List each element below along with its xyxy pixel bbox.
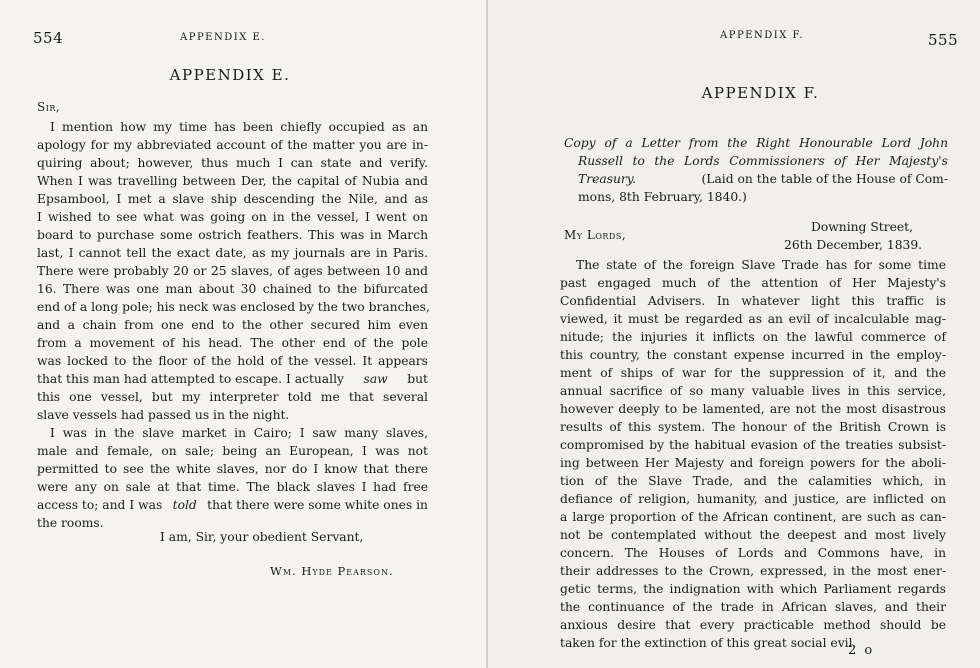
text-line: this country, the constant expense incurred in the employ-: [560, 348, 946, 362]
text-line: annual sacrifice of so many valuable lives in this service,: [560, 384, 946, 398]
text-line: the continuance of the trade in African slaves, and their: [560, 600, 946, 614]
text-line: 16. There was one man about 30 chained to the bifurcated: [37, 282, 428, 296]
text-line: compromised by the habitual evasion of the treaties subsist-: [560, 438, 946, 452]
text-line: I was in the slave market in Cairo; I saw many slaves,: [50, 426, 428, 440]
text-line: last, I cannot tell the exact date, as my journals are in Paris.: [37, 246, 428, 260]
page-number: 554: [33, 29, 64, 47]
text-line: taken for the extinction of this great social evil.: [560, 636, 857, 650]
address: Downing Street,: [811, 220, 913, 234]
text-line: defiance of religion, humanity, and justice, are inflicted on: [560, 492, 946, 506]
text-run: that there were some white ones in: [207, 498, 428, 512]
text-line: a large proportion of the African continent, are such as can-: [560, 510, 946, 524]
text-line: however deeply to be lamented, are not the most disastrous: [560, 402, 946, 416]
text-line: was locked to the floor of the hold of the vessel. It appears: [37, 354, 428, 368]
closing: I am, Sir, your obedient Servant,: [160, 530, 364, 544]
text-line: [37, 370, 428, 388]
page-number: 555: [928, 31, 959, 49]
text-line: from a movement of his head. The other end of the pole: [37, 336, 428, 350]
text-line: mons, 8th February, 1840.): [578, 190, 747, 204]
text-run-italic: Treasury.: [578, 172, 637, 186]
text-line: nitude; the injuries it inflicts on the lawful commerce of: [560, 330, 946, 344]
text-line: [37, 496, 428, 514]
text-line: end of a long pole; his neck was enclosed by the two branches,: [37, 300, 430, 314]
salutation: My Lords,: [564, 228, 627, 242]
text-line: There were probably 20 or 25 slaves, of ages between 10 and: [37, 264, 428, 278]
text-line: results of this system. The honour of the British Crown is: [560, 420, 946, 434]
salutation: Sir,: [37, 100, 61, 114]
text-line: I wished to see what was going on in the vessel, I went on: [37, 210, 428, 224]
text-line: I mention how my time has been chiefly occupied as an: [50, 120, 428, 134]
text-line: their addresses to the Crown, expressed, in the most ener-: [560, 564, 946, 578]
text-line: board to purchase some ostrich feathers. This was in March: [37, 228, 428, 242]
text-line: ing between Her Majesty and foreign powers for the aboli-: [560, 456, 946, 470]
signature-mark: 2 o: [848, 643, 875, 658]
text-run: that this man had attempted to escape. I actually: [37, 372, 344, 386]
running-head: APPENDIX F.: [720, 30, 805, 41]
text-line: getic terms, the indignation with which Parliament regards: [560, 582, 946, 596]
text-line: and a chain from one end to the other secured him even: [37, 318, 428, 332]
signature: Wm. Hyde Pearson.: [270, 564, 394, 578]
text-line: When I was travelling between Der, the capital of Nubia and: [37, 174, 428, 188]
text-line: slave vessels had passed us in the night.: [37, 408, 290, 422]
text-line: The state of the foreign Slave Trade has for some time: [576, 258, 946, 272]
text-line: were any on sale at that time. The black slaves I had free: [37, 480, 428, 494]
text-line: [578, 170, 948, 188]
text-line: Confidential Advisers. In whatever light this traffic is: [560, 294, 946, 308]
text-line: permitted to see the white slaves, nor do I know that there: [37, 462, 428, 476]
text-line: male and female, on sale; being an European, I was not: [37, 444, 428, 458]
text-line: anxious desire that every practicable method should be: [560, 618, 946, 632]
text-line: apology for my abbreviated account of the matter you are in-: [37, 138, 428, 152]
text-line: past engaged much of the attention of Her Majesty's: [560, 276, 946, 290]
right-page: [488, 0, 980, 668]
letter-date: 26th December, 1839.: [784, 238, 923, 252]
text-line: ment of ships of war for the suppression of it, and the: [560, 366, 946, 380]
text-line: concern. The Houses of Lords and Commons have, in: [560, 546, 946, 560]
text-line: this one vessel, but my interpreter told me that several: [37, 390, 428, 404]
text-line: quiring about; however, thus much I can state and verify.: [37, 156, 428, 170]
text-line: the rooms.: [37, 516, 104, 530]
text-line: viewed, it must be regarded as an evil of incalculable mag-: [560, 312, 946, 326]
text-run: access to; and I was: [37, 498, 163, 512]
text-run-italic: told: [172, 498, 197, 512]
left-page: [0, 0, 488, 668]
text-line: tion of the Slave Trade, and the calamities which, in: [560, 474, 946, 488]
text-line: Epsambool, I met a slave ship descending the Nile, and as: [37, 192, 428, 206]
text-run: (Laid on the table of the House of Com-: [701, 172, 948, 186]
appendix-title: APPENDIX E.: [169, 66, 291, 84]
text-line: not be contemplated without the deepest and most lively: [560, 528, 946, 542]
text-line-italic: Russell to the Lords Commissioners of Her Majesty's: [578, 154, 948, 168]
running-head: APPENDIX E.: [180, 32, 266, 43]
text-line-italic: Copy of a Letter from the Right Honourable Lord John: [564, 136, 948, 150]
text-run: but: [407, 372, 428, 386]
appendix-title: APPENDIX F.: [701, 84, 820, 102]
text-run-italic: saw: [363, 372, 388, 386]
